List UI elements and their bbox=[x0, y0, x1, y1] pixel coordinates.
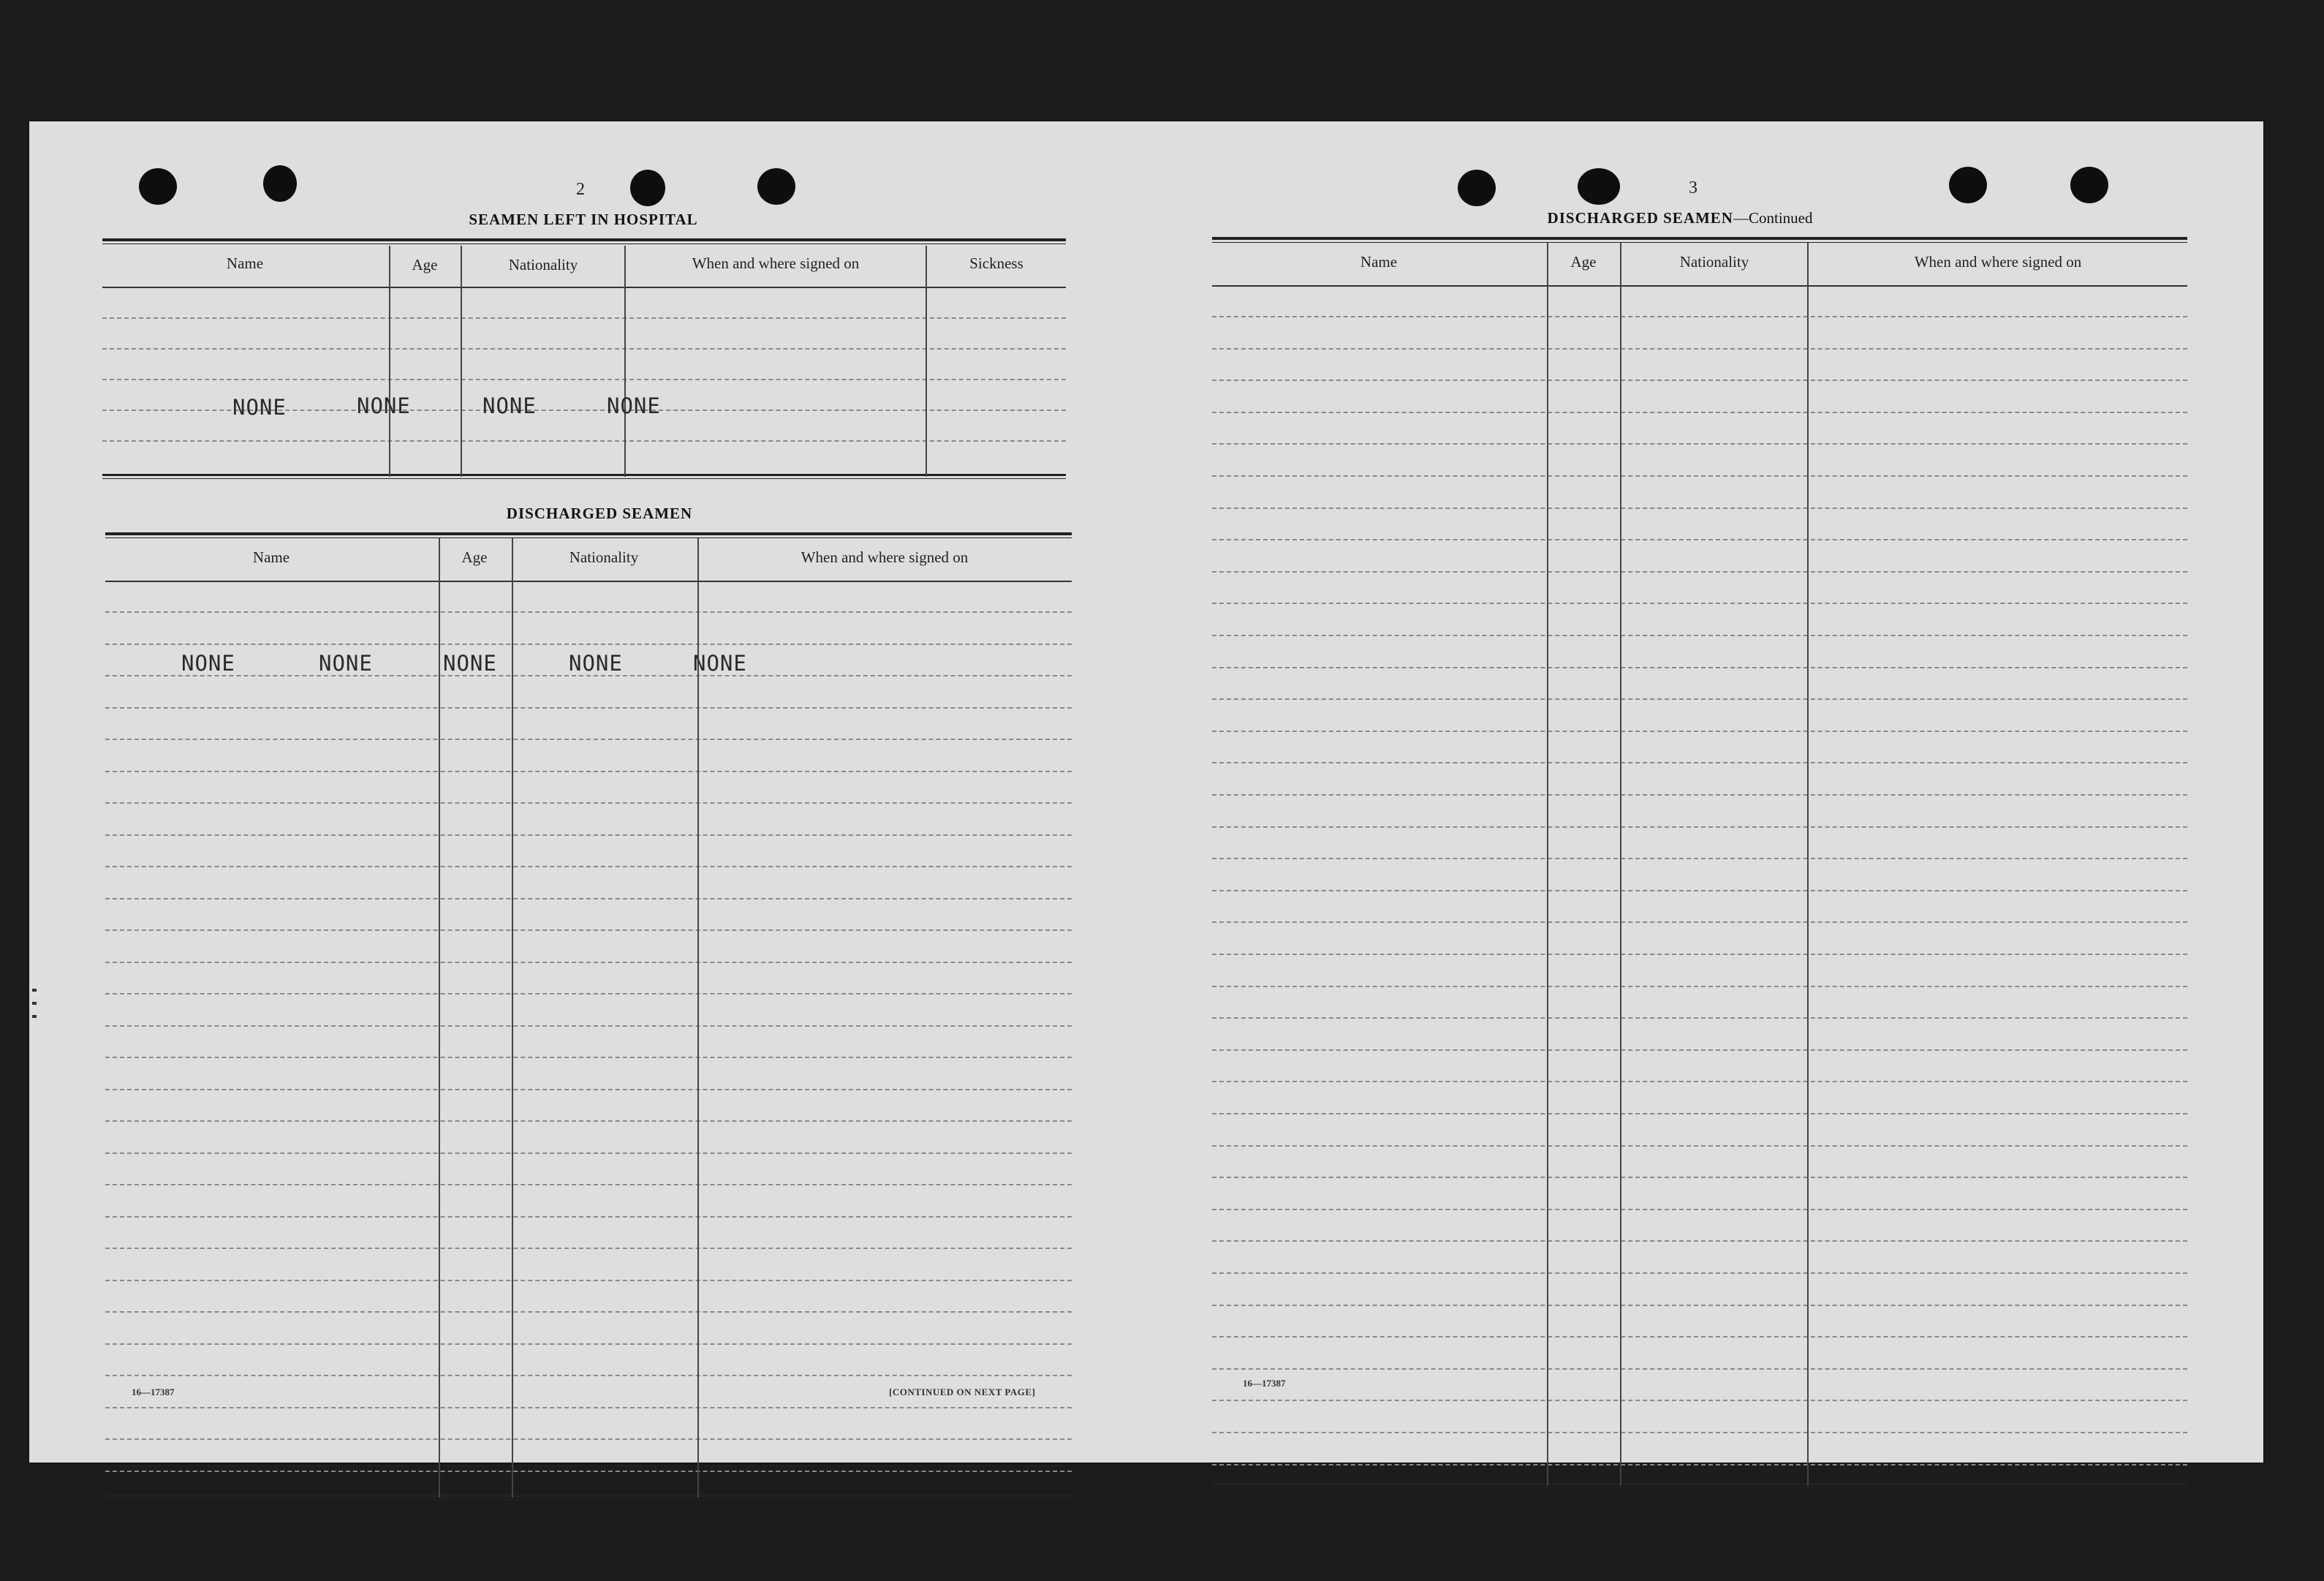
row-rule bbox=[1212, 1209, 2187, 1210]
column-divider bbox=[624, 246, 626, 477]
row-rule bbox=[1212, 954, 2187, 955]
punch-hole bbox=[2070, 167, 2108, 203]
table-top-rule bbox=[105, 532, 1072, 538]
row-rule bbox=[1212, 1305, 2187, 1306]
row-rule bbox=[1212, 635, 2187, 636]
column-divider bbox=[461, 246, 462, 477]
header-rule bbox=[105, 581, 1072, 582]
table-bottom-rule bbox=[1212, 1483, 2187, 1488]
discharged-continued-table bbox=[1212, 237, 2187, 1492]
row-rule bbox=[1212, 316, 2187, 317]
column-divider bbox=[512, 538, 513, 1498]
col-header-name: Name bbox=[1360, 253, 1398, 271]
row-rule bbox=[105, 1438, 1072, 1440]
column-divider bbox=[1807, 243, 1809, 1486]
page-number-right: 3 bbox=[1689, 178, 1697, 197]
none-stamp: NONE bbox=[443, 651, 497, 676]
row-rule bbox=[1212, 348, 2187, 350]
row-rule bbox=[1212, 667, 2187, 668]
row-rule bbox=[1212, 890, 2187, 891]
row-rule bbox=[105, 1089, 1072, 1090]
punch-hole bbox=[139, 168, 177, 205]
row-rule bbox=[1212, 1017, 2187, 1019]
row-rule bbox=[105, 1216, 1072, 1218]
row-rule bbox=[1212, 1272, 2187, 1274]
section-title-text: DISCHARGED SEAMEN bbox=[1547, 209, 1733, 227]
edge-mark bbox=[32, 989, 37, 992]
row-rule bbox=[105, 866, 1072, 867]
row-rule bbox=[1212, 507, 2187, 509]
row-rule bbox=[102, 317, 1066, 319]
column-divider bbox=[1620, 243, 1621, 1486]
row-rule bbox=[102, 440, 1066, 442]
row-rule bbox=[1212, 1368, 2187, 1370]
form-number-left: 16—17387 bbox=[132, 1386, 175, 1397]
col-header-signed-on: When and where signed on bbox=[692, 254, 860, 272]
col-header-age: Age bbox=[1570, 253, 1597, 271]
table-top-rule bbox=[1212, 237, 2187, 243]
row-rule bbox=[105, 1057, 1072, 1058]
row-rule bbox=[105, 898, 1072, 899]
punch-hole bbox=[1458, 170, 1496, 206]
discharged-continued-title bbox=[1548, 209, 1813, 227]
none-stamp: NONE bbox=[607, 393, 661, 418]
row-rule bbox=[1212, 1336, 2187, 1337]
col-header-signed-on: When and where signed on bbox=[800, 548, 969, 566]
row-rule bbox=[105, 1152, 1072, 1154]
row-rule bbox=[105, 802, 1072, 804]
row-rule bbox=[1212, 1113, 2187, 1114]
row-rule bbox=[105, 1375, 1072, 1376]
table-bottom-rule bbox=[102, 474, 1066, 479]
row-rule bbox=[105, 1025, 1072, 1027]
form-sheet bbox=[29, 121, 2263, 1463]
punch-hole bbox=[263, 165, 297, 202]
col-header-age: Age bbox=[461, 548, 488, 566]
row-rule bbox=[105, 962, 1072, 963]
edge-mark bbox=[32, 1002, 37, 1005]
row-rule bbox=[105, 929, 1072, 931]
col-header-name: Name bbox=[252, 548, 290, 566]
column-divider bbox=[1547, 243, 1548, 1486]
row-rule bbox=[1212, 826, 2187, 828]
punch-hole bbox=[757, 168, 795, 205]
col-header-sickness: Sickness bbox=[969, 254, 1023, 272]
row-rule bbox=[1212, 1464, 2187, 1465]
row-rule bbox=[1212, 539, 2187, 540]
row-rule bbox=[1212, 1081, 2187, 1082]
hospital-table bbox=[102, 238, 1066, 487]
none-stamp: NONE bbox=[482, 393, 537, 418]
row-rule bbox=[105, 1343, 1072, 1345]
edge-mark bbox=[32, 1015, 37, 1018]
punch-hole bbox=[1949, 167, 1987, 203]
row-rule bbox=[1212, 1049, 2187, 1051]
section-title-suffix: —Continued bbox=[1733, 209, 1813, 227]
continued-note: [CONTINUED ON NEXT PAGE] bbox=[889, 1386, 1036, 1397]
punch-hole bbox=[1578, 168, 1620, 205]
none-stamp: NONE bbox=[232, 395, 287, 420]
row-rule bbox=[1212, 571, 2187, 573]
col-header-nationality: Nationality bbox=[1679, 253, 1749, 271]
row-rule bbox=[105, 1184, 1072, 1185]
none-stamp: NONE bbox=[357, 393, 411, 418]
col-header-nationality: Nationality bbox=[508, 256, 578, 273]
row-rule bbox=[1212, 1177, 2187, 1178]
header-rule bbox=[102, 287, 1066, 288]
row-rule bbox=[1212, 1432, 2187, 1433]
none-stamp: NONE bbox=[693, 651, 747, 676]
col-header-age: Age bbox=[412, 256, 438, 273]
row-rule bbox=[1212, 698, 2187, 700]
row-rule bbox=[105, 707, 1072, 709]
row-rule bbox=[105, 1311, 1072, 1313]
table-bottom-rule bbox=[105, 1495, 1072, 1500]
none-stamp: NONE bbox=[569, 651, 623, 676]
row-rule bbox=[105, 1407, 1072, 1408]
row-rule bbox=[105, 1248, 1072, 1249]
none-stamp: NONE bbox=[319, 651, 373, 676]
row-rule bbox=[1212, 1240, 2187, 1242]
col-header-nationality: Nationality bbox=[569, 548, 639, 566]
row-rule bbox=[1212, 794, 2187, 796]
page-number-left: 2 bbox=[576, 180, 585, 199]
col-header-signed-on: When and where signed on bbox=[1914, 253, 2082, 271]
row-rule bbox=[105, 611, 1072, 613]
table-top-rule bbox=[102, 238, 1066, 244]
column-divider bbox=[439, 538, 440, 1498]
header-rule bbox=[1212, 285, 2187, 287]
row-rule bbox=[105, 1120, 1072, 1122]
column-divider bbox=[389, 246, 390, 477]
row-rule bbox=[1212, 475, 2187, 477]
punch-hole bbox=[630, 170, 665, 206]
row-rule bbox=[105, 739, 1072, 740]
row-rule bbox=[105, 1471, 1072, 1472]
column-divider bbox=[697, 538, 699, 1498]
row-rule bbox=[1212, 762, 2187, 763]
row-rule bbox=[1212, 921, 2187, 923]
discharged-section-title: DISCHARGED SEAMEN bbox=[506, 505, 693, 522]
row-rule bbox=[1212, 1400, 2187, 1401]
row-rule bbox=[105, 1280, 1072, 1281]
row-rule bbox=[102, 348, 1066, 350]
row-rule bbox=[105, 993, 1072, 995]
row-rule bbox=[1212, 603, 2187, 604]
hospital-section-title: SEAMEN LEFT IN HOSPITAL bbox=[469, 211, 698, 228]
row-rule bbox=[105, 644, 1072, 645]
row-rule bbox=[1212, 1145, 2187, 1147]
form-number-right: 16—17387 bbox=[1243, 1378, 1286, 1389]
discharged-table bbox=[105, 532, 1072, 1503]
none-stamp: NONE bbox=[181, 651, 235, 676]
row-rule bbox=[1212, 443, 2187, 445]
col-header-name: Name bbox=[226, 254, 264, 272]
row-rule bbox=[1212, 731, 2187, 732]
row-rule bbox=[102, 379, 1066, 380]
row-rule bbox=[1212, 858, 2187, 859]
row-rule bbox=[1212, 986, 2187, 987]
row-rule bbox=[105, 771, 1072, 772]
row-rule bbox=[1212, 380, 2187, 381]
row-rule bbox=[105, 834, 1072, 836]
row-rule bbox=[1212, 412, 2187, 413]
column-divider bbox=[926, 246, 927, 477]
